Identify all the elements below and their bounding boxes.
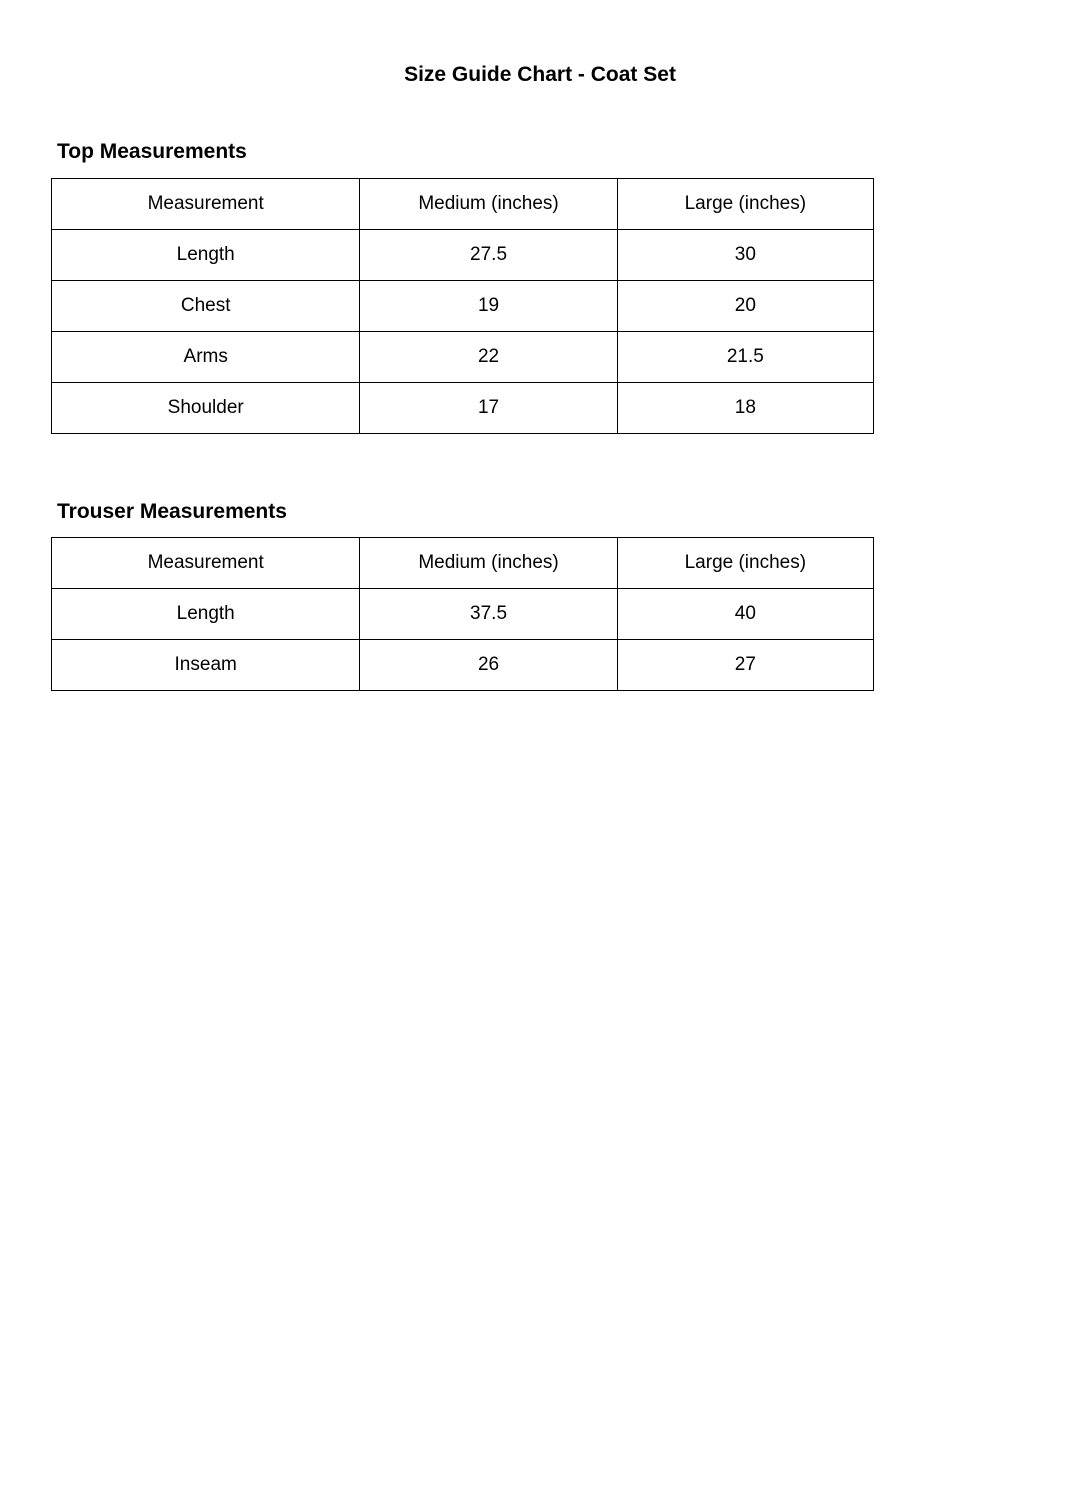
measurement-cell: Chest	[52, 281, 360, 332]
table-row	[52, 383, 874, 434]
table-row	[52, 230, 874, 281]
column-header-large: Large (inches)	[617, 179, 873, 230]
measurement-cell: Inseam	[52, 640, 360, 691]
medium-cell: 27.5	[360, 230, 617, 281]
large-cell: 27	[617, 640, 873, 691]
trouser-measurements-table	[51, 537, 874, 691]
large-cell: 30	[617, 230, 873, 281]
table-row	[52, 281, 874, 332]
table-header-row	[52, 179, 874, 230]
table-row	[52, 640, 874, 691]
medium-cell: 17	[360, 383, 617, 434]
medium-cell: 22	[360, 332, 617, 383]
measurement-cell: Arms	[52, 332, 360, 383]
measurement-cell: Length	[52, 230, 360, 281]
page-title: Size Guide Chart - Coat Set	[404, 63, 676, 86]
column-header-measurement: Measurement	[52, 538, 360, 589]
measurement-cell: Shoulder	[52, 383, 360, 434]
large-cell: 40	[617, 589, 873, 640]
medium-cell: 19	[360, 281, 617, 332]
table-row	[52, 589, 874, 640]
column-header-large: Large (inches)	[617, 538, 873, 589]
measurement-cell: Length	[52, 589, 360, 640]
table-row	[52, 332, 874, 383]
large-cell: 20	[617, 281, 873, 332]
column-header-medium: Medium (inches)	[360, 538, 617, 589]
medium-cell: 26	[360, 640, 617, 691]
top-measurements-table	[51, 178, 874, 434]
trouser-measurements-heading: Trouser Measurements	[57, 500, 287, 523]
large-cell: 21.5	[617, 332, 873, 383]
top-measurements-heading: Top Measurements	[57, 140, 247, 163]
large-cell: 18	[617, 383, 873, 434]
medium-cell: 37.5	[360, 589, 617, 640]
column-header-medium: Medium (inches)	[360, 179, 617, 230]
column-header-measurement: Measurement	[52, 179, 360, 230]
table-header-row	[52, 538, 874, 589]
